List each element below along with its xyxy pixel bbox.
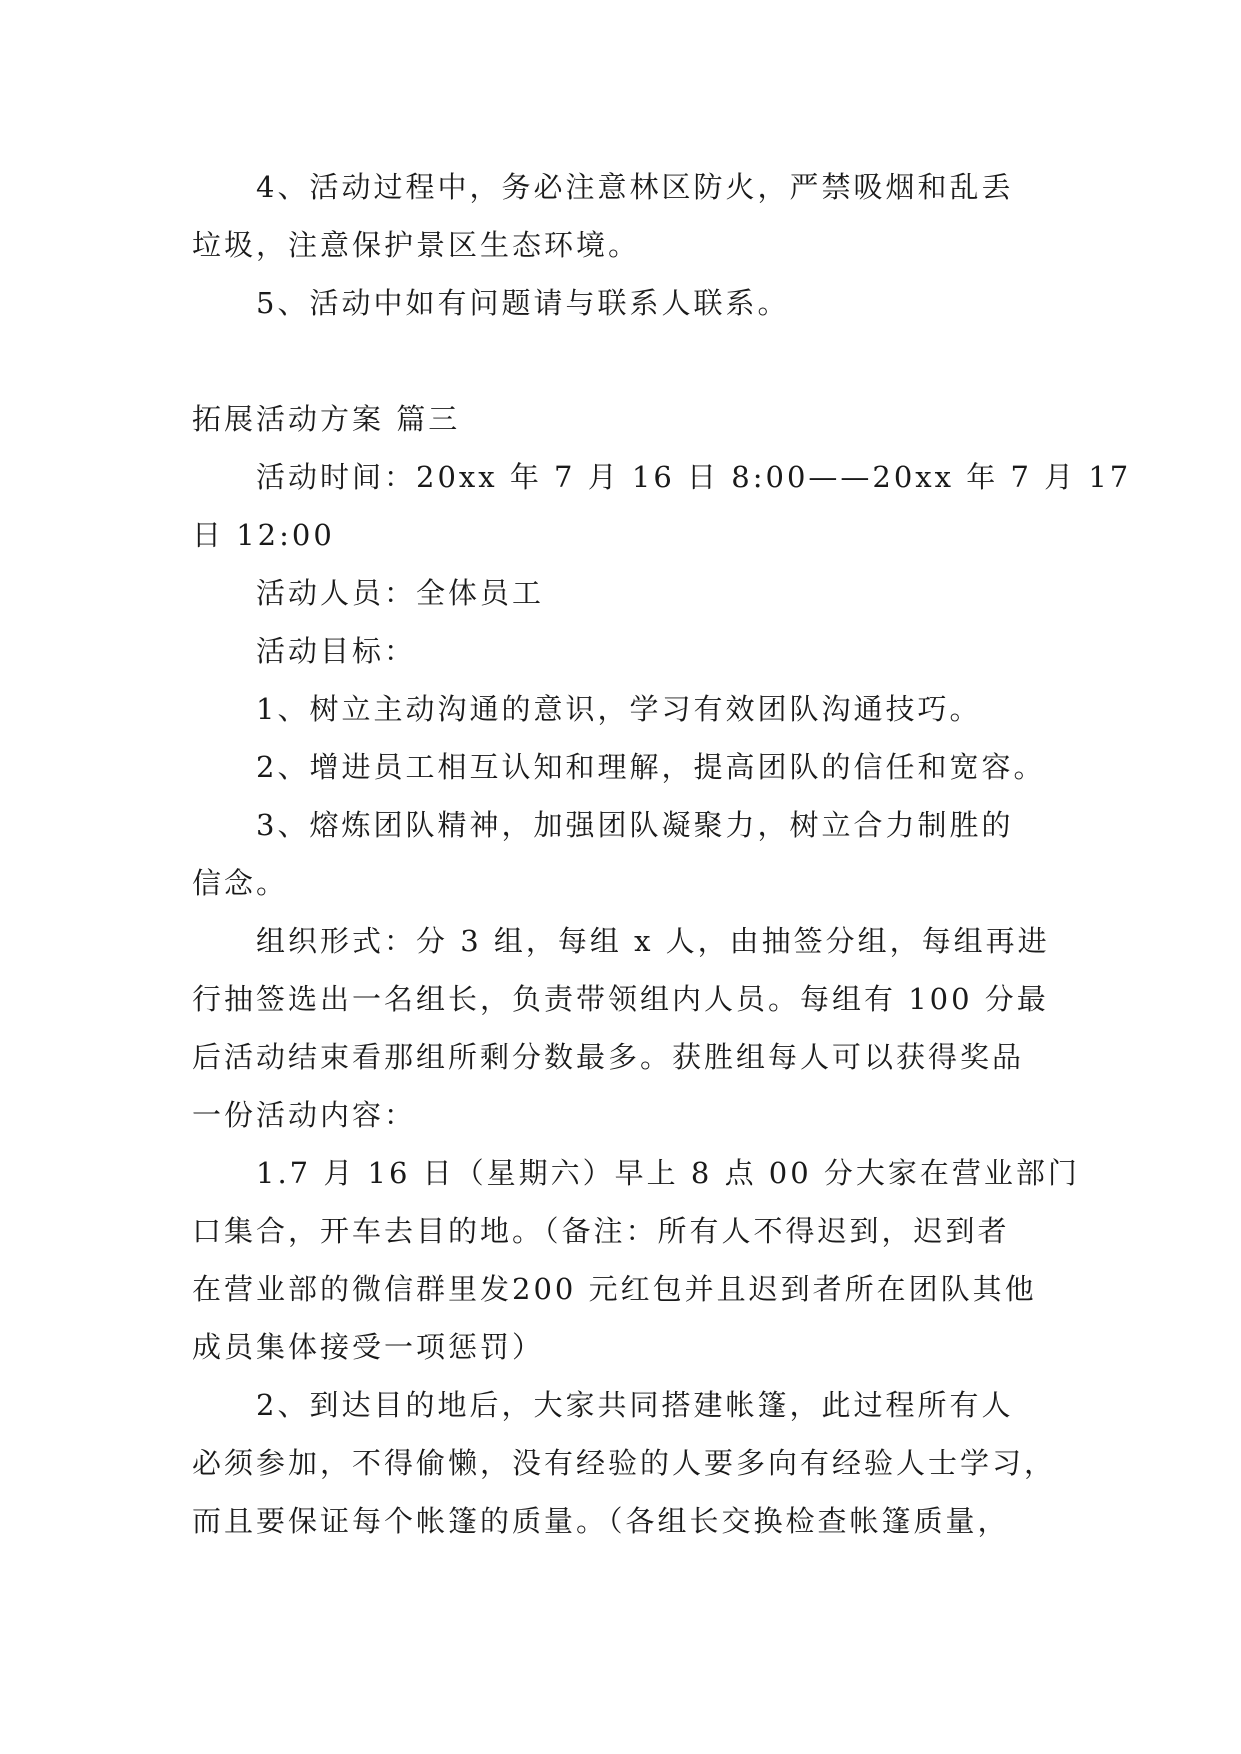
text-line: 5、活动中如有问题请与联系人联系。: [256, 286, 790, 320]
paragraph-activity-staff: [192, 564, 1062, 622]
paragraph-item-5: [192, 274, 1062, 332]
paragraph-item-4: [192, 158, 1062, 274]
text-line: 后活动结束看那组所剩分数最多。获胜组每人可以获得奖品: [192, 1040, 1025, 1074]
text-line: 而且要保证每个帐篷的质量。（各组长交换检查帐篷质量，: [192, 1504, 1010, 1538]
text-line: 在营业部的微信群里发200 元红包并且迟到者所在团队其他: [192, 1272, 1037, 1306]
text-line: 组织形式：分 3 组，每组 x 人，由抽签分组，每组再进: [256, 924, 1050, 958]
paragraph-goal-3: [192, 796, 1062, 912]
paragraph-content-2: [192, 1376, 1062, 1550]
section-title: [192, 390, 1062, 448]
text-line: 2、到达目的地后，大家共同搭建帐篷，此过程所有人: [256, 1388, 1014, 1422]
text-line: 成员集体接受一项惩罚）: [192, 1330, 545, 1364]
text-line: 4、活动过程中，务必注意林区防火，严禁吸烟和乱丢: [256, 170, 1014, 204]
text-line: 日 12:00: [192, 518, 335, 552]
text-line: 1.7 月 16 日（星期六）早上 8 点 00 分大家在营业部门: [256, 1156, 1080, 1190]
text-line: 活动时间：20xx 年 7 月 16 日 8:00——20xx 年 7 月 17: [256, 460, 1132, 494]
text-line: 活动目标：: [256, 634, 417, 668]
text-line: 一份活动内容：: [192, 1098, 417, 1132]
text-line: 口集合，开车去目的地。（备注：所有人不得迟到，迟到者: [192, 1214, 1010, 1248]
text-line: 1、树立主动沟通的意识，学习有效团队沟通技巧。: [256, 692, 982, 726]
paragraph-activity-time: [192, 448, 1132, 564]
document-body: [192, 158, 1132, 1550]
paragraph-activity-goals-heading: [192, 622, 1062, 680]
text-line: 必须参加，不得偷懒，没有经验的人要多向有经验人士学习，: [192, 1446, 1057, 1480]
section-title-text: 拓展活动方案 篇三: [192, 402, 461, 436]
text-line: 信念。: [192, 866, 289, 900]
text-line: 行抽签选出一名组长，负责带领组内人员。每组有 100 分最: [192, 982, 1049, 1016]
text-line: 活动人员：全体员工: [256, 576, 545, 610]
paragraph-organization-form: [192, 912, 1062, 1144]
section-gap: [192, 332, 1062, 390]
paragraph-content-1: [192, 1144, 1080, 1376]
text-line: 3、熔炼团队精神，加强团队凝聚力，树立合力制胜的: [256, 808, 1014, 842]
text-line: 垃圾，注意保护景区生态环境。: [192, 228, 641, 262]
paragraph-goal-1: [192, 680, 1062, 738]
paragraph-goal-2: [192, 738, 1062, 796]
text-line: 2、增进员工相互认知和理解，提高团队的信任和宽容。: [256, 750, 1046, 784]
